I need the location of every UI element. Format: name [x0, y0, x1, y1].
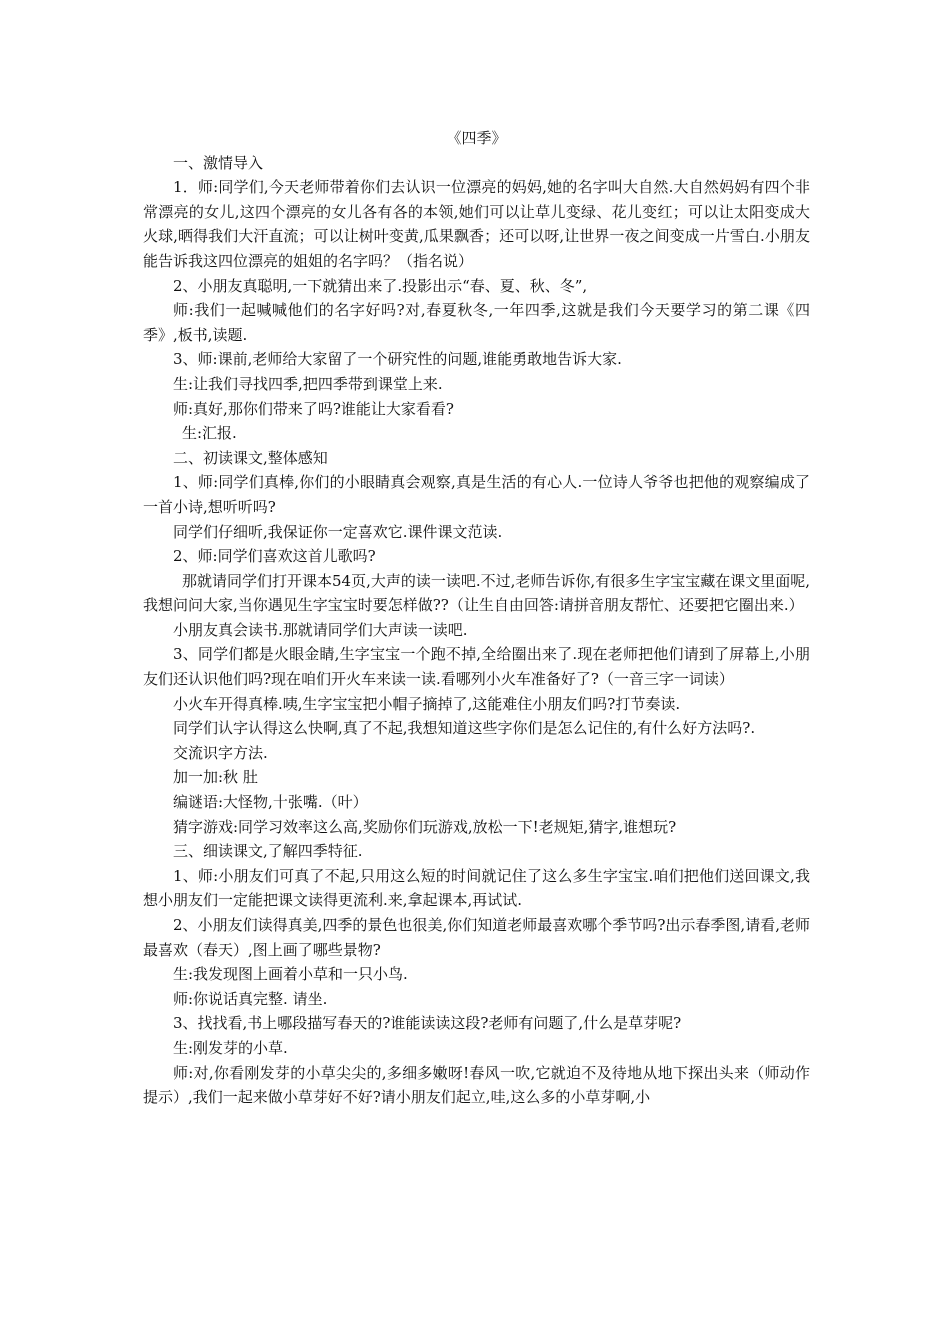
paragraph: 3、师:课前,老师给大家留了一个研究性的问题,谁能勇敢地告诉大家.: [173, 350, 622, 369]
paragraph: 生:让我们寻找四季,把四季带到课堂上来.: [173, 374, 443, 393]
paragraph: 同学们仔细听,我保证你一定喜欢它.课件课文范读.: [173, 522, 503, 541]
paragraph: 3、找找看,书上哪段描写春天的?谁能读读这段?老师有问题了,什么是草芽呢?: [173, 1014, 682, 1033]
paragraph: 加一加:秋 肚: [173, 768, 258, 787]
paragraph: 小火车开得真棒.咦,生字宝宝把小帽子摘掉了,这能难住小朋友们吗?打节奏读.: [173, 694, 681, 713]
paragraph: 1．师:同学们,今天老师带着你们去认识一位漂亮的妈妈,她的名字叫大自然.大自然妈妈有四个非常漂亮的女儿,这四个漂亮的女儿各有各的本领,她们可以让草儿变绿、花儿变红；可以让太阳变成大火球,晒得我们大汗直流；可以让树叶变黄,瓜果飘香；还可以呀,让世界一夜之间变成一片雪白.小朋友能告诉我这四位漂亮的姐姐的名字吗？（指名说）: [143, 178, 810, 270]
paragraph: 生:刚发芽的小草.: [173, 1038, 288, 1057]
paragraph: 师:你说话真完整. 请坐.: [173, 989, 328, 1008]
paragraph: 1、师:同学们真棒,你们的小眼睛真会观察,真是生活的有心人.一位诗人爷爷也把他的观察编成了一首小诗,想听听吗?: [143, 473, 810, 516]
paragraph: 交流识字方法.: [173, 743, 268, 762]
paragraph: 1、师:小朋友们可真了不起,只用这么短的时间就记住了这么多生字宝宝.咱们把他们送回课文,我想小朋友们一定能把课文读得更流利.来,拿起课本,再试试.: [143, 866, 810, 910]
paragraph: 2、师:同学们喜欢这首儿歌吗?: [173, 547, 376, 566]
paragraph: 师:对,你看刚发芽的小草尖尖的,多细多嫩呀!春风一吹,它就迫不及待地从地下探出头来（师动作提示）,我们一起来做小草芽好不好?请小朋友们起立,哇,这么多的小草芽啊,小: [143, 1063, 810, 1107]
document-title: 《四季》: [446, 129, 507, 147]
paragraph: 师:我们一起喊喊他们的名字好吗?对,春夏秋冬,一年四季,这就是我们今天要学习的第二课《四季》,板书,读题.: [143, 301, 810, 344]
paragraph: 那就请同学们打开课本54页,大声的读一读吧.不过,老师告诉你,有很多生字宝宝藏在课文里面呢,我想问问大家,当你遇见生字宝宝时要怎样做??（让生自由回答:请拼音朋友帮忙、还要把它圈出来.）: [143, 571, 810, 615]
section-heading-first-reading: 二、初读课文,整体感知: [173, 448, 328, 467]
paragraph: 生:汇报.: [182, 424, 237, 443]
paragraph: 2、小朋友们读得真美,四季的景色也很美,你们知道老师最喜欢哪个季节吗?出示春季图,请看,老师最喜欢（春天）,图上画了哪些景物?: [143, 916, 810, 959]
paragraph: 小朋友真会读书.那就请同学们大声读一读吧.: [173, 620, 468, 639]
document-body: [143, 126, 810, 1110]
paragraph: 猜字游戏:同学习效率这么高,奖励你们玩游戏,放松一下!老规矩,猜字,谁想玩?: [173, 817, 677, 836]
paragraph: 同学们认字认得这么快啊,真了不起,我想知道这些字你们是怎么记住的,有什么好方法吗?.: [173, 719, 756, 738]
paragraph: 师:真好,那你们带来了吗?谁能让大家看看?: [173, 399, 454, 418]
paragraph: 编谜语:大怪物,十张嘴.（叶）: [173, 793, 368, 812]
paragraph: 3、同学们都是火眼金睛,生字宝宝一个跑不掉,全给圈出来了.现在老师把他们请到了屏幕上,小朋友们还认识他们吗?现在咱们开火车来读一读.看哪列小火车准备好了?（一音三字一词读）: [143, 645, 810, 689]
paragraph: 生:我发现图上画着小草和一只小鸟.: [173, 965, 408, 984]
section-heading-intro: 一、激情导入: [173, 153, 264, 172]
section-heading-detailed-reading: 三、细读课文,了解四季特征.: [173, 842, 363, 861]
paragraph: 2、小朋友真聪明,一下就猜出来了.投影出示“春、夏、秋、冬”,: [173, 276, 588, 295]
